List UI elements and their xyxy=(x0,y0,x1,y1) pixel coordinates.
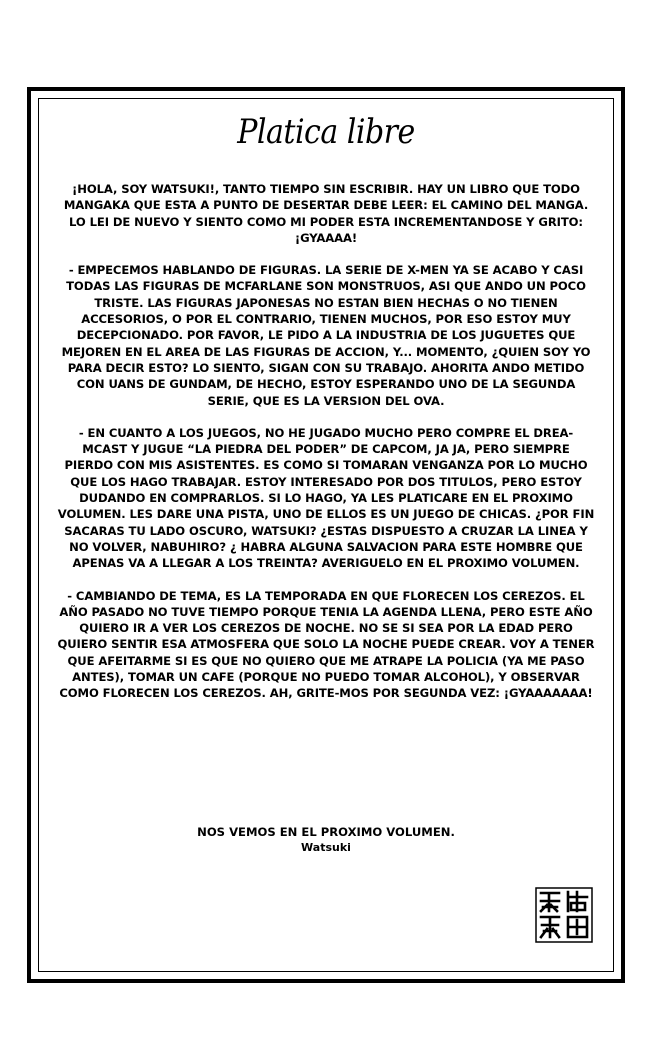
page-border xyxy=(27,87,625,983)
author-signature: Watsuki xyxy=(301,841,351,854)
paragraph-figures: - EMPECEMOS HABLANDO DE FIGURAS. LA SERIE DE X-MEN YA SE ACABO Y CASI TODAS LAS FIGURAS DE MCFARLANE SON MONSTRUOS, ASI QUE ANDO UN POCO TRISTE. LAS FIGURAS JAPONESAS NO ESTAN BIEN HECHAS O NO TIENEN ACCESORIOS, O POR EL CONTRARIO, TIENEN MUCHOS, POR ESO ESTOY MUY DECEPCIONADO. POR FAVOR, LE PIDO A LA INDUSTRIA DE LOS JUGUETES QUE MEJOREN EN EL AREA DE LAS FIGURAS DE ACCION, Y... MOMENTO, ¿QUIEN SOY YO PARA DECIR ESTO? LO SIENTO, SIGAN CON SU TRABAJO. AHORITA ANDO METIDO CON UANS DE GUNDAM, DE HECHO, ESTOY ESPERANDO UNO DE LA SEGUNDA SERIE, QUE ES LA VERSION DEL OVA. xyxy=(61,263,591,408)
closing-block xyxy=(39,824,613,856)
paragraph-intro: ¡HOLA, SOY WATSUKI!, TANTO TIEMPO SIN ESCRIBIR. HAY UN LIBRO QUE TODO MANGAKA QUE ESTA A PUNTO DE DESERTAR DEBE LEER: EL CAMINO DEL MANGA. LO LEI DE NUEVO Y SIENTO COMO MI PODER ESTA INCREMENTANDOSE Y GRITO: ¡GYAAAA! xyxy=(63,182,589,245)
page-title: Platica libre xyxy=(237,112,415,153)
author-seal-stamp xyxy=(535,887,593,943)
inner-border xyxy=(38,98,614,972)
paragraph-games: - EN CUANTO A LOS JUEGOS, NO HE JUGADO MUCHO PERO COMPRE EL DREA-MCAST Y JUGUE “LA PIEDRA DEL PODER” DE CAPCOM, JA JA, PERO SIEMPRE PIERDO CON MIS ASISTENTES. ES COMO SI TOMARAN VENGANZA POR LO MUCHO QUE LOS HAGO TRABAJAR. ESTOY INTERESADO POR DOS TITULOS, PERO ESTOY DUDANDO EN COMPRARLOS. SI LO HAGO, YA LES PLATICARE EN EL PROXIMO VOLUMEN. LES DARE UNA PISTA, UNO DE ELLOS ES UN JUEGO DE CHICAS. ¿POR FIN SACARAS TU LADO OSCURO, WATSUKI? ¿ESTAS DISPUESTO A CRUZAR LA LINEA Y NO VOLVER, NABUHIRO? ¿ HABRA ALGUNA SALVACION PARA ESTE HOMBRE QUE APENAS VA A LLEGAR A LOS TREINTA? AVERIGUELO EN EL PROXIMO VOLUMEN. xyxy=(57,425,595,571)
article-body xyxy=(57,181,595,718)
closing-line: NOS VEMOS EN EL PROXIMO VOLUMEN. xyxy=(197,825,455,839)
paragraph-cherry-blossoms: - CAMBIANDO DE TEMA, ES LA TEMPORADA EN QUE FLORECEN LOS CEREZOS. EL AÑO PASADO NO TUVE TIEMPO PORQUE TENIA LA AGENDA LLENA, PERO ESTE AÑO QUIERO IR A VER LOS CEREZOS DE NOCHE. NO SE SI SEA POR LA EDAD PERO QUIERO SENTIR ESA ATMOSFERA QUE SOLO LA NOCHE PUEDE CREAR. VOY A TENER QUE AFEITARME SI ES QUE NO QUIERO QUE ME ATRAPE LA POLICIA (YA ME PASO ANTES), TOMAR UN CAFE (PORQUE NO PUEDO TOMAR ALCOHOL), Y OBSERVAR COMO FLORECEN LOS CEREZOS. AH, GRITE-MOS POR SEGUNDA VEZ: ¡GYAAAAAAA! xyxy=(57,588,595,701)
